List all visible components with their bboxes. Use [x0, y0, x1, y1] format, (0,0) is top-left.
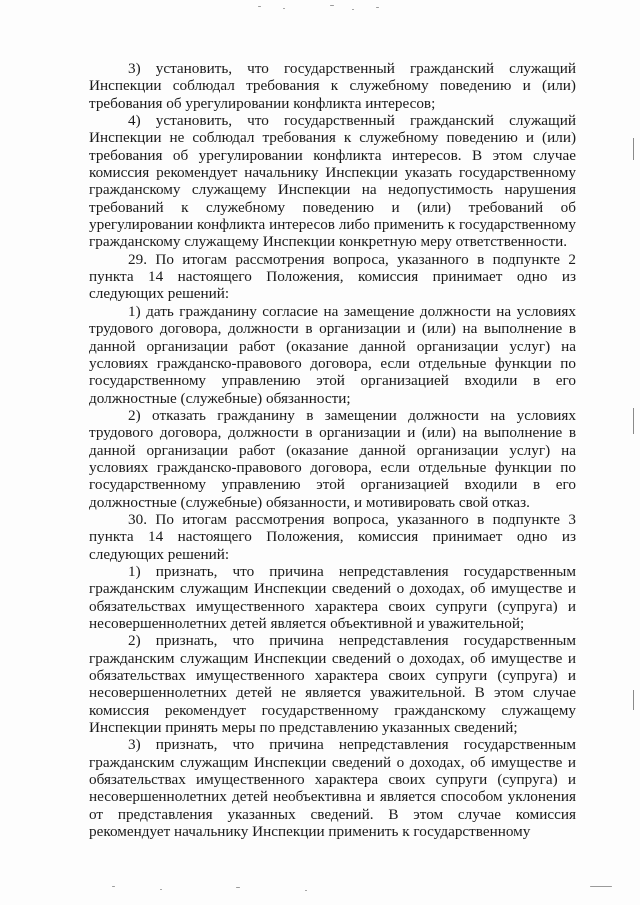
scan-edge-mark [633, 408, 634, 434]
scan-speck [330, 5, 334, 6]
paragraph-item-3-compliance: 3) установить, что государственный гражданский служащий Инспекции соблюдал требования к служебному поведению и (или) требования об урегулировании конфликта интересов; [89, 60, 576, 112]
document-body [89, 60, 576, 840]
scan-speck [236, 887, 240, 888]
paragraph-clause-30-decision-1: 1) признать, что причина непредставления государственным гражданским служащим Инспекции сведений о доходах, об имуществе и обязательствах имущественного характера своих супруги (супруга) и несовершеннолетних детей является объективной и уважительной; [89, 562, 576, 632]
scan-speck [258, 6, 261, 7]
paragraph-clause-29: 29. По итогам рассмотрения вопроса, указанного в подпункте 2 пункта 14 настоящего Положения, комиссия принимает одно из следующих решений: [89, 250, 576, 303]
scan-speck [112, 886, 115, 887]
scan-edge-mark [633, 690, 634, 710]
paragraph-clause-30-decision-3: 3) признать, что причина непредставления государственным гражданским служащим Инспекции сведений о доходах, об имуществе и обязательствах имущественного характера своих супруги (супруга) и несовершеннолетних детей необъективна и является способом уклонения от представления указанных сведений. В этом случае комиссия рекомендует начальнику Инспекции применить к государственному [89, 736, 576, 841]
scan-speck [352, 9, 354, 10]
scan-speck [376, 7, 379, 8]
paragraph-clause-30: 30. По итогам рассмотрения вопроса, указанного в подпункте 3 пункта 14 настоящего Положения, комиссия принимает одно из следующих решений: [89, 510, 576, 563]
paragraph-clause-29-decision-2: 2) отказать гражданину в замещении должности на условиях трудового договора, должности в организации и (или) на выполнение в данной организации работ (оказание данной организации услуг) на условиях гражданско-правового договора, если отдельные функции по государственному управлению этой организацией входили в его должностные (служебные) обязанности, и мотивировать свой отказ. [89, 406, 576, 511]
scan-edge-mark [633, 138, 634, 160]
paragraph-item-4-noncompliance: 4) установить, что государственный гражданский служащий Инспекции не соблюдал требования к служебному поведению и (или) требования об урегулировании конфликта интересов. В этом случае комиссия рекомендует начальнику Инспекции указать государственному гражданскому служащему Инспекции на недопустимость нарушения требований к служебному поведению и (или) требований об урегулировании конфликта интересов либо применить к государственному гражданскому служащему Инспекции конкретную меру ответственности. [89, 112, 576, 251]
paragraph-clause-30-decision-2: 2) признать, что причина непредставления государственным гражданским служащим Инспекции сведений о доходах, об имуществе и обязательствах имущественного характера своих супруги (супруга) и несовершеннолетних детей не является уважительной. В этом случае комиссия рекомендует государственному гражданскому служащему Инспекции принять меры по представлению указанных сведений; [89, 632, 576, 737]
scan-speck [283, 8, 285, 9]
scan-speck [305, 890, 307, 891]
scan-speck [160, 889, 162, 890]
paragraph-clause-29-decision-1: 1) дать гражданину согласие на замещение должности на условиях трудового договора, должности в организации и (или) на выполнение в данной организации работ (оказание данной организации услуг) на условиях гражданско-правового договора, если отдельные функции по государственному управлению этой организацией входили в его должностные (служебные) обязанности; [89, 302, 576, 407]
scan-speck [590, 886, 612, 887]
